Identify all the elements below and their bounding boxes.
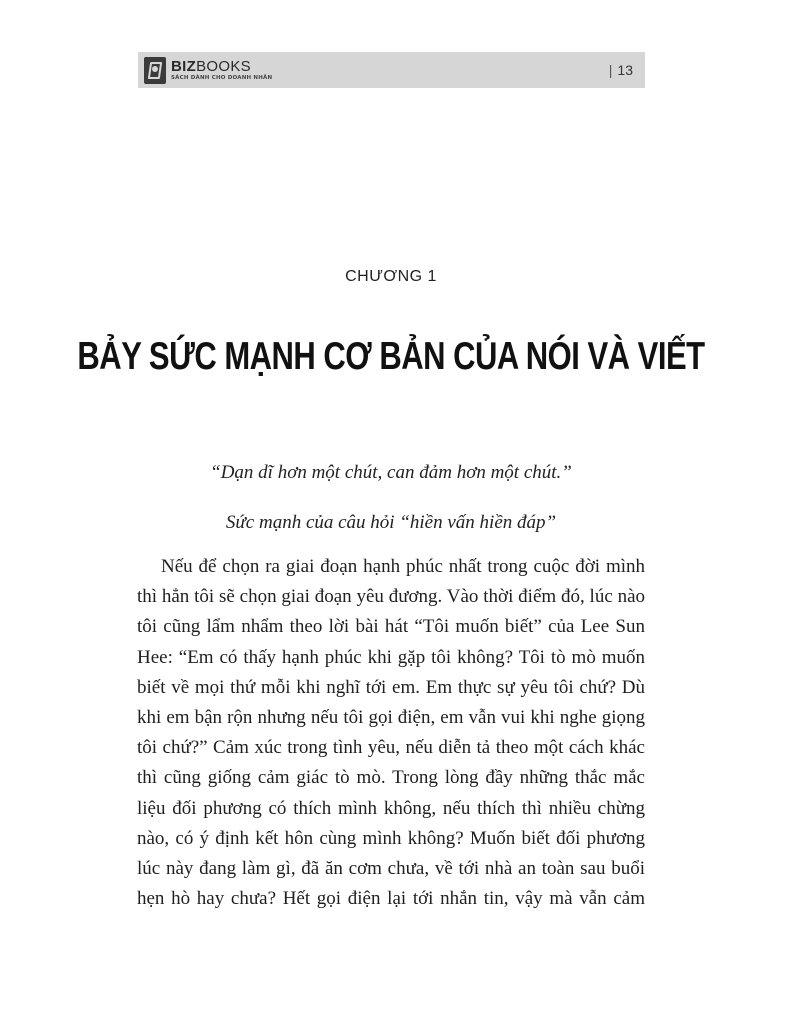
logo-name-bold: BIZ xyxy=(171,57,197,75)
body-line: thì cũng giống cảm giác tò mò. Trong lòng đầy những thắc mắc xyxy=(137,767,645,789)
body-line: Nếu để chọn ra giai đoạn hạnh phúc nhất trong cuộc đời mình xyxy=(161,556,645,577)
bizbooks-logo-icon xyxy=(144,57,166,84)
body-line: nào, có ý định kết hôn cùng mình không? Muốn biết đối phương xyxy=(137,827,645,849)
chapter-label: CHƯƠNG 1 xyxy=(345,268,437,285)
body-line: thì hẳn tôi sẽ chọn giai đoạn yêu đương. Vào thời điểm đó, lúc nào xyxy=(137,586,645,608)
body-line: liệu đối phương có thích mình không, nếu thích thì nhiều chừng xyxy=(137,797,645,819)
publisher-logo xyxy=(144,56,272,84)
page-separator: | xyxy=(608,62,613,78)
body-line: Hee: “Em có thấy hạnh phúc khi gặp tôi không? Tôi tò mò muốn xyxy=(137,646,645,668)
body-line: tôi cũng lẩm nhẩm theo lời bài hát “Tôi muốn biết” của Lee Sun xyxy=(137,616,645,638)
page-number: 13 xyxy=(617,62,633,78)
logo-tagline: SÁCH DÀNH CHO DOANH NHÂN xyxy=(171,74,273,81)
running-header xyxy=(138,52,645,88)
body-line: tôi chứ?” Cảm xúc trong tình yêu, nếu diễn tả theo một cách khác xyxy=(137,737,645,759)
body-line: hẹn hò hay chưa? Hết gọi điện lại tới nhắn tin, vậy mà vẫn cảm xyxy=(137,888,645,910)
logo-name xyxy=(171,59,272,74)
page-number-block xyxy=(609,62,633,78)
body-line: biết về mọi thứ mỗi khi nghĩ tới em. Em thực sự yêu tôi chứ? Dù xyxy=(137,676,645,698)
body-paragraph xyxy=(137,552,645,914)
body-line: khi em bận rộn nhưng nếu tôi gọi điện, em vẫn vui khi nghe giọng xyxy=(137,706,645,728)
body-line: lúc này đang làm gì, đã ăn cơm chưa, về tới nhà an toàn sau buổi xyxy=(137,857,645,879)
epigraph-quote: “Dạn dĩ hơn một chút, can đảm hơn một chút.” xyxy=(210,462,572,483)
chapter-title: BẢY SỨC MẠNH CƠ BẢN CỦA NÓI VÀ VIẾT xyxy=(77,334,705,378)
section-subheading: Sức mạnh của câu hỏi “hiền vấn hiền đáp” xyxy=(225,512,557,533)
logo-name-light: BOOKS xyxy=(196,57,251,75)
